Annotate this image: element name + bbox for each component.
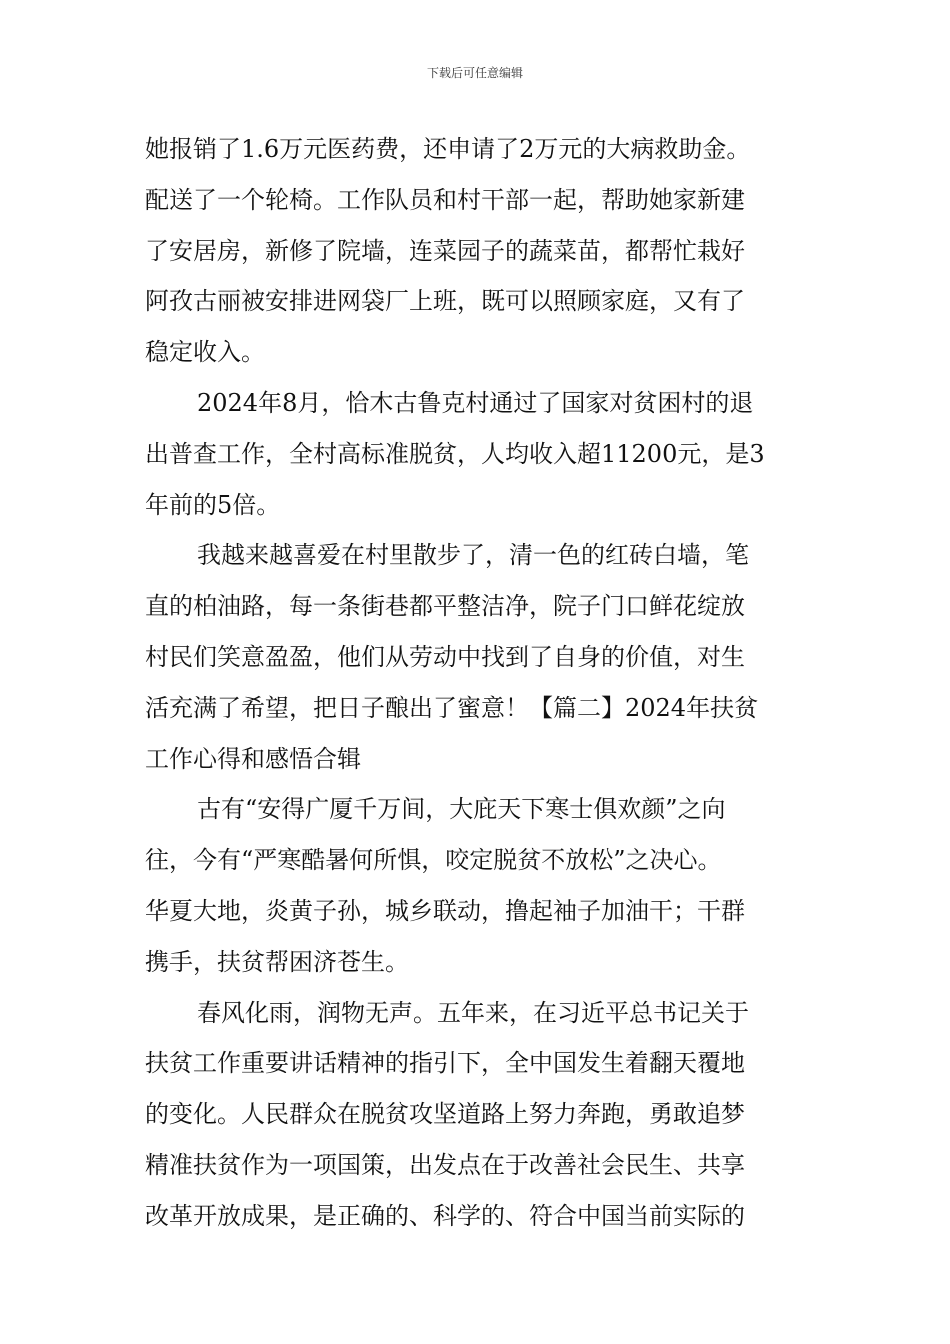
- text-line: 古有“安得广厦千万间，大庇天下寒士俱欢颜”之向: [197, 795, 726, 824]
- text-line: 往，今有“严寒酷暑何所惧，咬定脱贫不放松”之决心。: [145, 846, 722, 875]
- text-line: 2024年8月，恰木古鲁克村通过了国家对贫困村的退: [197, 388, 754, 417]
- text-line: 了安居房，新修了院墙，连菜园子的蔬菜苗，都帮忙栽好: [145, 236, 745, 265]
- text-line: 春风化雨，润物无声。五年来，在习近平总书记关于: [197, 998, 749, 1027]
- text-line: 携手，扶贫帮困济苍生。: [145, 947, 409, 976]
- paragraph: [145, 784, 810, 987]
- text-line: 稳定收入。: [145, 338, 265, 367]
- text-line: 精准扶贫作为一项国策，出发点在于改善社会民生、共享: [145, 1150, 745, 1179]
- page-header: 下载后可任意编辑: [426, 66, 523, 80]
- paragraph: [145, 530, 810, 784]
- text-line: 直的柏油路，每一条街巷都平整洁净，院子门口鲜花绽放: [145, 592, 745, 621]
- text-line: 她报销了1.6万元医药费，还申请了2万元的大病救助金。: [145, 135, 751, 163]
- text-line: 扶贫工作重要讲话精神的指引下，全中国发生着翻天覆地: [145, 1049, 745, 1078]
- paragraph: [145, 988, 810, 1242]
- text-line: 村民们笑意盈盈，他们从劳动中找到了自身的价值，对生: [145, 642, 745, 671]
- text-line: 阿孜古丽被安排进网袋厂上班，既可以照顾家庭，又有了: [145, 287, 745, 316]
- text-line: 华夏大地，炎黄子孙，城乡联动，撸起袖子加油干；干群: [145, 896, 745, 925]
- paragraph: [145, 378, 810, 530]
- text-line: 的变化。人民群众在脱贫攻坚道路上努力奔跑，勇敢追梦: [145, 1100, 745, 1129]
- paragraph: [145, 124, 810, 378]
- text-line: 配送了一个轮椅。工作队员和村干部一起，帮助她家新建: [145, 185, 745, 214]
- text-line: 活充满了希望，把日子酿出了蜜意！【篇二】2024年扶贫: [145, 693, 759, 722]
- text-line: 工作心得和感悟合辑: [145, 744, 361, 773]
- text-line: 年前的5倍。: [145, 490, 281, 519]
- document-body: [145, 124, 810, 1242]
- text-line: 改革开放成果，是正确的、科学的、符合中国当前实际的: [145, 1201, 745, 1230]
- text-line: 出普查工作，全村高标准脱贫，人均收入超11200元，是3: [145, 439, 765, 468]
- text-line: 我越来越喜爱在村里散步了，清一色的红砖白墙，笔: [197, 541, 749, 570]
